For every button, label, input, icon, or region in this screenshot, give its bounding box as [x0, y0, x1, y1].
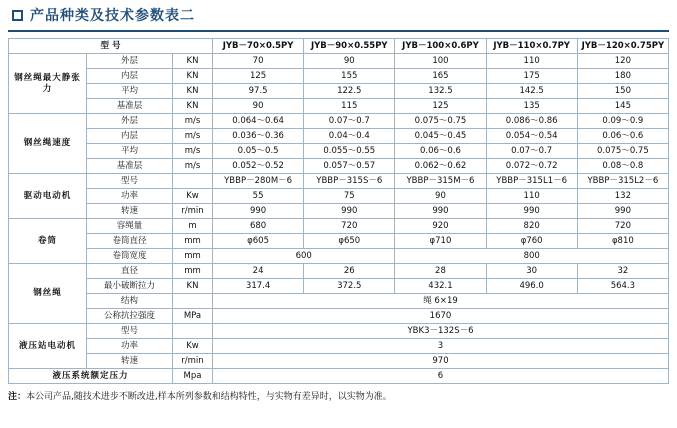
table-row — [9, 294, 669, 309]
row-label: 容绳量 — [87, 219, 173, 234]
cell: 0.055～0.55 — [304, 144, 395, 159]
row-label: 外层 — [87, 114, 173, 129]
row-label: 型号 — [87, 174, 173, 189]
cell: 110 — [486, 54, 577, 69]
cell: 28 — [395, 264, 486, 279]
group-label: 卷筒 — [9, 219, 87, 264]
cell: 720 — [577, 219, 668, 234]
cell: φ650 — [304, 234, 395, 249]
cell: 820 — [486, 219, 577, 234]
cell: 32 — [577, 264, 668, 279]
cell: 0.072～0.72 — [486, 159, 577, 174]
cell: 800 — [395, 249, 669, 264]
cell: 317.4 — [213, 279, 304, 294]
table-row — [9, 69, 669, 84]
cell: 0.06～0.6 — [395, 144, 486, 159]
row-label: 基准层 — [87, 159, 173, 174]
table-row — [9, 189, 669, 204]
cell: 120 — [577, 54, 668, 69]
cell: 990 — [213, 204, 304, 219]
row-label: 基准层 — [87, 99, 173, 114]
row-label: 最小破断拉力 — [87, 279, 173, 294]
cell: 142.5 — [486, 84, 577, 99]
group-label: 钢丝绳 — [9, 264, 87, 324]
cell: 0.086～0.86 — [486, 114, 577, 129]
cell: 564.3 — [577, 279, 668, 294]
row-unit: MPa — [173, 309, 213, 324]
cell: 970 — [213, 354, 669, 369]
cell: YBBP－315L1－6 — [486, 174, 577, 189]
cell: φ760 — [486, 234, 577, 249]
cell: 0.04～0.4 — [304, 129, 395, 144]
table-row — [9, 114, 669, 129]
header-model-label: 型 号 — [9, 39, 213, 54]
cell: 24 — [213, 264, 304, 279]
cell: 97.5 — [213, 84, 304, 99]
row-unit: mm — [173, 249, 213, 264]
table-header-row — [9, 39, 669, 54]
table-row — [9, 339, 669, 354]
cell: 100 — [395, 54, 486, 69]
cell: 165 — [395, 69, 486, 84]
row-label: 结构 — [87, 294, 173, 309]
header-col-2: JYB－90×0.55PY — [304, 39, 395, 54]
cell: 0.052～0.52 — [213, 159, 304, 174]
cell: YBBP－315S－6 — [304, 174, 395, 189]
row-label: 转速 — [87, 354, 173, 369]
row-unit: mm — [173, 234, 213, 249]
cell: 990 — [577, 204, 668, 219]
cell: 0.064～0.64 — [213, 114, 304, 129]
cell: YBBP－280M－6 — [213, 174, 304, 189]
table-row — [9, 249, 669, 264]
cell: 75 — [304, 189, 395, 204]
cell: 0.054～0.54 — [486, 129, 577, 144]
row-unit: m/s — [173, 114, 213, 129]
cell: 122.5 — [304, 84, 395, 99]
table-row — [9, 99, 669, 114]
cell: 0.06～0.6 — [577, 129, 668, 144]
row-label: 平均 — [87, 144, 173, 159]
row-unit: r/min — [173, 354, 213, 369]
cell: 30 — [486, 264, 577, 279]
row-unit — [173, 294, 213, 309]
cell: 920 — [395, 219, 486, 234]
row-unit — [173, 174, 213, 189]
cell: 1670 — [213, 309, 669, 324]
cell: 155 — [304, 69, 395, 84]
table-row — [9, 54, 669, 69]
row-unit: m — [173, 219, 213, 234]
table-row — [9, 174, 669, 189]
row-label: 公称抗拉强度 — [87, 309, 173, 324]
table-row — [9, 204, 669, 219]
cell: 720 — [304, 219, 395, 234]
cell: 0.045～0.45 — [395, 129, 486, 144]
cell: 0.05～0.5 — [213, 144, 304, 159]
table-row — [9, 324, 669, 339]
table-row — [9, 354, 669, 369]
row-label: 功率 — [87, 189, 173, 204]
cell: 0.062～0.62 — [395, 159, 486, 174]
cell: 0.09～0.9 — [577, 114, 668, 129]
row-unit: m/s — [173, 144, 213, 159]
header-col-3: JYB－100×0.6PY — [395, 39, 486, 54]
row-unit: Kw — [173, 339, 213, 354]
cell: 90 — [304, 54, 395, 69]
cell: 70 — [213, 54, 304, 69]
page-title-bar — [8, 0, 669, 32]
table-row — [9, 159, 669, 174]
row-label: 型号 — [87, 324, 173, 339]
cell: 110 — [486, 189, 577, 204]
cell: 496.0 — [486, 279, 577, 294]
row-unit: KN — [173, 84, 213, 99]
footer-note-prefix: 注： — [8, 392, 27, 402]
cell: 0.07～0.7 — [486, 144, 577, 159]
cell: YBK3－132S－6 — [213, 324, 669, 339]
row-unit: m/s — [173, 159, 213, 174]
row-unit: r/min — [173, 204, 213, 219]
cell: 0.08～0.8 — [577, 159, 668, 174]
cell: φ605 — [213, 234, 304, 249]
cell: 0.036～0.36 — [213, 129, 304, 144]
cell: 26 — [304, 264, 395, 279]
row-unit: KN — [173, 279, 213, 294]
cell: 125 — [213, 69, 304, 84]
cell: YBBP－315M－6 — [395, 174, 486, 189]
row-unit: mm — [173, 264, 213, 279]
group-label: 钢丝绳速度 — [9, 114, 87, 174]
cell: 990 — [304, 204, 395, 219]
table-row — [9, 129, 669, 144]
cell: 绳 6×19 — [213, 294, 669, 309]
table-row — [9, 219, 669, 234]
row-unit: Mpa — [173, 369, 213, 384]
row-unit: KN — [173, 69, 213, 84]
specification-table — [8, 38, 669, 384]
cell: φ810 — [577, 234, 668, 249]
table-row — [9, 369, 669, 384]
group-label: 液压系统额定压力 — [9, 369, 173, 384]
row-label: 内层 — [87, 129, 173, 144]
cell: 0.075～0.75 — [395, 114, 486, 129]
row-label: 平均 — [87, 84, 173, 99]
group-label: 驱动电动机 — [9, 174, 87, 219]
table-row — [9, 264, 669, 279]
header-col-4: JYB－110×0.7PY — [486, 39, 577, 54]
row-label: 外层 — [87, 54, 173, 69]
cell: 175 — [486, 69, 577, 84]
row-label: 直径 — [87, 264, 173, 279]
row-unit — [173, 324, 213, 339]
bullet-square-icon — [12, 10, 23, 21]
footer-note — [8, 391, 669, 404]
cell: 145 — [577, 99, 668, 114]
cell: 432.1 — [395, 279, 486, 294]
group-label: 钢丝绳最大静张力 — [9, 54, 87, 114]
cell: 600 — [213, 249, 395, 264]
cell: 125 — [395, 99, 486, 114]
row-label: 卷筒宽度 — [87, 249, 173, 264]
header-col-5: JYB－120×0.75PY — [577, 39, 668, 54]
cell: 990 — [486, 204, 577, 219]
table-row — [9, 144, 669, 159]
row-unit: Kw — [173, 189, 213, 204]
table-row — [9, 234, 669, 249]
cell: 0.057～0.57 — [304, 159, 395, 174]
row-unit: KN — [173, 54, 213, 69]
cell: 150 — [577, 84, 668, 99]
cell: YBBP－315L2－6 — [577, 174, 668, 189]
cell: 372.5 — [304, 279, 395, 294]
cell: 180 — [577, 69, 668, 84]
cell: 115 — [304, 99, 395, 114]
cell: 0.075～0.75 — [577, 144, 668, 159]
row-label: 内层 — [87, 69, 173, 84]
table-row — [9, 84, 669, 99]
cell: 90 — [395, 189, 486, 204]
row-unit: KN — [173, 99, 213, 114]
page-title: 产品种类及技术参数表二 — [30, 8, 195, 24]
cell: 0.07～0.7 — [304, 114, 395, 129]
header-col-1: JYB－70×0.5PY — [213, 39, 304, 54]
cell: 90 — [213, 99, 304, 114]
footer-note-text: 本公司产品,随技术进步不断改进,样本所列参数和结构特性，与实物有差异时，以实物为准。 — [26, 392, 392, 402]
cell: 132.5 — [395, 84, 486, 99]
group-label: 液压站电动机 — [9, 324, 87, 369]
cell: 680 — [213, 219, 304, 234]
cell: 132 — [577, 189, 668, 204]
row-label: 功率 — [87, 339, 173, 354]
cell: 55 — [213, 189, 304, 204]
row-label: 转速 — [87, 204, 173, 219]
row-unit: m/s — [173, 129, 213, 144]
cell: 6 — [213, 369, 669, 384]
cell: 3 — [213, 339, 669, 354]
cell: 990 — [395, 204, 486, 219]
table-row — [9, 279, 669, 294]
cell: 135 — [486, 99, 577, 114]
table-row — [9, 309, 669, 324]
row-label: 卷筒直径 — [87, 234, 173, 249]
cell: φ710 — [395, 234, 486, 249]
